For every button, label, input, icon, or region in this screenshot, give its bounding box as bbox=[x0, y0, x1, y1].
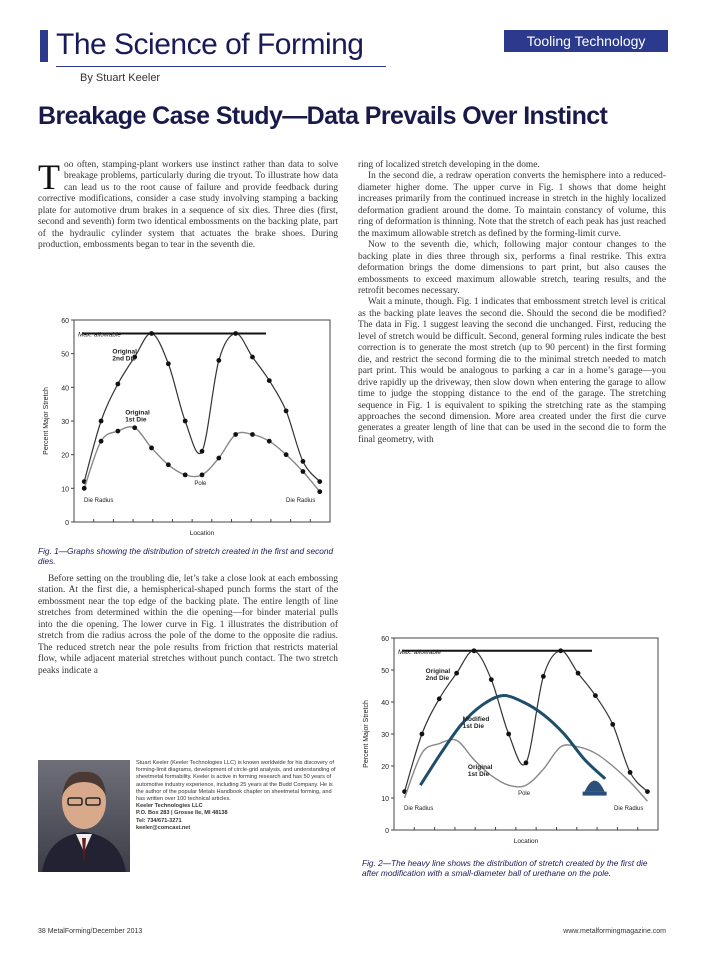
author-bio bbox=[136, 760, 342, 832]
x-axis-label: Location bbox=[513, 838, 539, 845]
series-label-line2: 1st Die bbox=[125, 416, 147, 424]
data-point bbox=[200, 472, 205, 477]
y-tick-label: 20 bbox=[381, 764, 389, 771]
data-point bbox=[489, 677, 494, 682]
data-point bbox=[183, 419, 188, 424]
y-tick-label: 30 bbox=[61, 419, 69, 426]
figure-2-chart bbox=[358, 630, 666, 852]
data-point bbox=[301, 459, 306, 464]
y-axis-label: Percent Major Stretch bbox=[363, 700, 370, 768]
data-point bbox=[82, 486, 87, 491]
dropcap-letter: T bbox=[38, 157, 60, 197]
data-point bbox=[216, 358, 221, 363]
y-tick-label: 0 bbox=[65, 520, 69, 527]
data-point bbox=[233, 432, 238, 437]
data-point bbox=[216, 456, 221, 461]
y-tick-label: 20 bbox=[61, 452, 69, 460]
data-point bbox=[99, 419, 104, 424]
data-point bbox=[301, 469, 306, 474]
bio-text: Stuart Keeler (Keeler Technologies LLC) is known worldwide for his discovery of forming-limit diagrams, development of circle-grid analysis, and understanding of sheetmetal formability. Keeler is active in forming research and has 50 years of automotive industry experience, including 25 years at the Budd Company. He is the author of the popular Metals Handbook chapter on sheetmetal forming, and has written over 100 technical articles. bbox=[136, 760, 336, 803]
series-label-line2: 1st Die bbox=[467, 771, 490, 779]
data-point bbox=[472, 648, 477, 653]
y-tick-label: 50 bbox=[61, 351, 69, 359]
figure-1-caption: Fig. 1—Graphs showing the distribution of stretch created in the first and second dies. bbox=[38, 546, 334, 566]
y-tick-label: 0 bbox=[385, 828, 389, 835]
data-point bbox=[250, 432, 255, 437]
figure-2-caption: Fig. 2—The heavy line shows the distribution of stretch created by the first die after modification with a small-diameter ball of urethane on the pole. bbox=[362, 858, 648, 878]
y-tick-label: 60 bbox=[61, 318, 69, 325]
bio-address: P.O. Box 283 | Grosse Ile, MI 48138 bbox=[136, 810, 228, 817]
series-label-line1: Modified bbox=[462, 716, 490, 724]
data-point bbox=[317, 479, 322, 484]
x-axis-label: Location bbox=[189, 530, 215, 537]
intro-paragraph: oo often, stamping-plant workers use instinct rather than data to solve breakage problems, particularly during die tryout. To illustrate how data can lead us to the root cause of failure and provide feedback during corrective modifications, consider a case study involving stamping a backing plate for automotive drum brakes in a sequence of six dies. Three dies (first, second and seventh) form two identical embossments on the backing plate, part of the hydraulic cylinder system that actuates the brake shoes. During production, embossments began to tear in the seventh die. bbox=[38, 160, 338, 251]
data-point bbox=[200, 449, 205, 454]
urethane-base-icon bbox=[583, 792, 607, 796]
series-label-line1: Original bbox=[425, 668, 451, 676]
paragraph: In the second die, a redraw operation converts the hemisphere into a reduced-diameter higher dome. The upper curve in Fig. 1 shows that dome height increases primarily from the continued increase in stretch in the highly localized deformation gradient around the dome. To maintain constancy of volume, this ring of deformation is thinning. Note that the stretch of each peak has just reached the maximum allowable stretch as defined by the forming-limit curve. bbox=[358, 171, 666, 239]
data-point bbox=[267, 378, 272, 383]
pole-label: Pole bbox=[518, 790, 531, 797]
right-column-body bbox=[358, 160, 666, 446]
y-tick-label: 40 bbox=[381, 700, 389, 707]
data-point bbox=[149, 446, 154, 451]
y-tick-label: 40 bbox=[61, 385, 69, 393]
data-point bbox=[115, 382, 120, 387]
data-point bbox=[645, 789, 650, 794]
left-column-intro bbox=[38, 157, 338, 252]
die-radius-label-right: Die Radius bbox=[286, 498, 316, 504]
bio-email[interactable]: keeler@comcast.net bbox=[136, 824, 191, 831]
data-point bbox=[267, 439, 272, 444]
series-label-line2: 1st Die bbox=[462, 723, 484, 731]
data-point bbox=[183, 472, 188, 477]
data-point bbox=[149, 331, 154, 336]
series-line-2 bbox=[420, 696, 605, 786]
die-radius-label-left: Die Radius bbox=[84, 498, 114, 504]
data-point bbox=[506, 732, 511, 737]
footer-page-info: 38 MetalForming/December 2013 bbox=[38, 928, 143, 935]
data-point bbox=[558, 648, 563, 653]
y-tick-label: 60 bbox=[381, 636, 389, 643]
paragraph: Before setting on the troubling die, let’s take a close look at each embossing station. At the first die, a hemispherical-shaped punch forms the start of the embossment near the top edge of the backing plate. The entire length of line stretches from determined within the die opening—for binder material pulls into the die opening. The lower curve in Fig. 1 illustrates the distribution of stretch from die radius across the pole of the dome to the opposite die radius. The reduced stretch near the pole results from friction that restricts material flow, while adjacent material stretches without punch contact. The two stretch peaks indicate a bbox=[38, 574, 338, 676]
y-tick-label: 30 bbox=[381, 732, 389, 739]
plot-frame bbox=[394, 638, 658, 830]
footer-website[interactable]: www.metalformingmagazine.com bbox=[563, 928, 666, 935]
series-label-line1: Original bbox=[125, 409, 150, 417]
y-tick-label: 50 bbox=[381, 668, 389, 675]
data-point bbox=[166, 462, 171, 467]
data-point bbox=[233, 331, 238, 336]
urethane-ball-icon bbox=[585, 781, 605, 792]
series-label-line2: 2nd Die bbox=[112, 355, 136, 363]
figure-1-chart bbox=[38, 312, 338, 544]
author-photo bbox=[38, 760, 130, 872]
data-point bbox=[576, 671, 581, 676]
data-point bbox=[420, 732, 425, 737]
max-allowable-label: Max. allowable bbox=[398, 648, 441, 656]
paragraph: Now to the seventh die, which, following major contour changes to the backing plate in dies three through six, performs a final restrike. This extra deformation brings the dome dimensions to part print, but also causes the embossments to exceed maximum allowable stretch, tearing results, and the retrofit becomes necessary. bbox=[358, 240, 666, 296]
data-point bbox=[628, 770, 633, 775]
data-point bbox=[437, 696, 442, 701]
data-point bbox=[610, 722, 615, 727]
y-axis-label: Percent Major Stretch bbox=[43, 387, 50, 455]
data-point bbox=[541, 674, 546, 679]
series-label-line1: Original bbox=[112, 348, 137, 356]
section-color-bar bbox=[40, 30, 48, 62]
y-tick-label: 10 bbox=[61, 486, 69, 494]
data-point bbox=[99, 439, 104, 444]
data-point bbox=[132, 425, 137, 430]
die-radius-label-left: Die Radius bbox=[404, 806, 434, 812]
bio-phone: Tel: 734/671-3271 bbox=[136, 817, 182, 824]
left-column-body bbox=[38, 574, 338, 677]
series-label-line2: 2nd Die bbox=[425, 675, 450, 683]
paragraph: Wait a minute, though. Fig. 1 indicates that embossment stretch level is critical as the backing plate leaves the second die. Should the second die be modified? The data in Fig. 1 suggest leaving the second die unchanged. First, reducing the level of stretch would be difficult. Second, general forming rules indicate the best correction is to generate the most stretch (up to 90 percent) in the first forming die, and restrict the second forming die to the minimal stretch needed to match part print. This would be analogous to parking a car in a home’s garage—you drive rapidly up the driveway, then slow down when entering the garage to allow time to judge the stopping distance to the end of the garage. The stretching sequence in Fig. 1 is equivalent to spiking the stretching rate as the stamping approaches the second dimension. More area created under the first die curve generates a greater length of line that can be used in the second die to form the final geometry, with bbox=[358, 297, 666, 445]
die-radius-label-right: Die Radius bbox=[614, 806, 644, 812]
max-allowable-label: Max. allowable bbox=[78, 331, 121, 339]
data-point bbox=[317, 489, 322, 494]
byline: By Stuart Keeler bbox=[80, 72, 161, 84]
series-label-line1: Original bbox=[467, 764, 493, 772]
data-point bbox=[284, 452, 289, 457]
title-underline bbox=[56, 66, 386, 67]
data-point bbox=[593, 693, 598, 698]
data-point bbox=[115, 429, 120, 434]
data-point bbox=[524, 760, 529, 765]
data-point bbox=[166, 361, 171, 366]
data-point bbox=[250, 355, 255, 360]
section-title: The Science of Forming bbox=[56, 28, 364, 61]
pole-label: Pole bbox=[194, 480, 207, 487]
data-point bbox=[454, 671, 459, 676]
data-point bbox=[284, 409, 289, 414]
y-tick-label: 10 bbox=[381, 796, 389, 803]
section-badge: Tooling Technology bbox=[504, 30, 668, 52]
paragraph: ring of localized stretch developing in the dome. bbox=[358, 160, 540, 170]
bio-company: Keeler Technologies LLC bbox=[136, 803, 203, 810]
article-headline: Breakage Case Study—Data Prevails Over Instinct bbox=[38, 102, 608, 130]
